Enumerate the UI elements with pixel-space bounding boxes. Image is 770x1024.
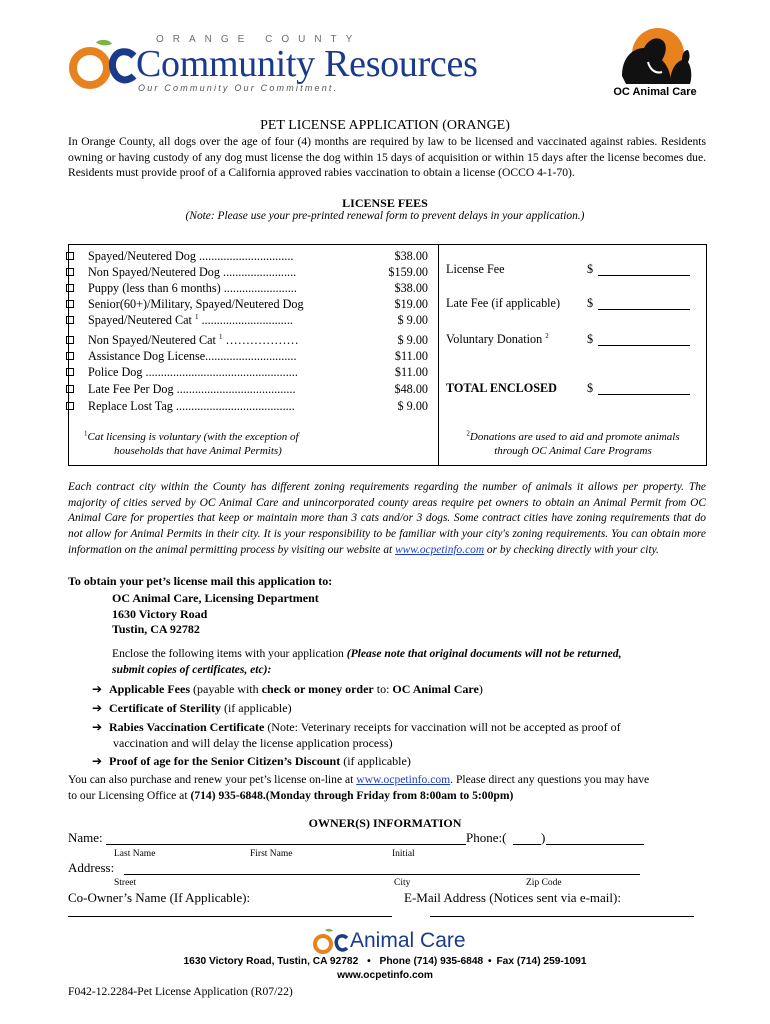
phone-area-field[interactable]: [513, 844, 541, 845]
summary-late-fee: [446, 296, 701, 311]
fees-note: (Note: Please use your pre-printed renewal form to prevent delays in your application.): [185, 210, 585, 222]
summary-dollar: $: [587, 332, 594, 346]
fee-amount: $19.00: [394, 297, 428, 311]
summary-total: [446, 381, 701, 396]
name-row: [68, 830, 648, 848]
footer-contact: 1630 Victory Road, Tustin, CA 92782 • Phone (714) 935-6848 • Fax (714) 259-1091: [183, 956, 587, 967]
fee-row: [66, 332, 438, 349]
fee-row: [66, 264, 438, 281]
fee-amount: $11.00: [394, 349, 428, 363]
oc-community-text: Community Resources: [136, 43, 478, 85]
enclose-item-fees: ➔ Applicable Fees (payable with check or money order to: OC Animal Care): [92, 682, 483, 696]
arrow-right-icon: ➔: [92, 754, 103, 768]
enclose-item-senior: ➔ Proof of age for the Senior Citizen’s Discount (if applicable): [92, 754, 411, 768]
dog-cat-silhouette-icon: [612, 26, 698, 86]
zoning-paragraph: Each contract city within the County has different zoning requirements regarding the number of animals it allows per property. The majority of cities served by OC Animal Care and unincorporated county areas require pet owners to obtain an Animal Permit from OC Animal Care for properties that keep or maintain more than 3 cats and/or 3 dogs. Some contract cities have zoning requirements that do not allow for Animal Permits in their city. It is your responsibility to be familiar with your city's zoning requirements. You can obtain more information on the animal permitting process by visiting our website at www.ocpetinfo.com or by checking directly with your city.: [68, 481, 706, 556]
checkbox[interactable]: [66, 336, 74, 344]
mail-address-line-2: 1630 Victory Road: [112, 607, 208, 621]
checkbox[interactable]: [66, 284, 74, 292]
donation-field[interactable]: [598, 345, 690, 346]
email-field[interactable]: [430, 916, 694, 917]
ocpetinfo-online-link[interactable]: www.ocpetinfo.com: [356, 773, 451, 786]
oc-leaf-icon: [68, 38, 140, 90]
checkbox[interactable]: [66, 368, 74, 376]
footnote-donation: $^2$Donations are used to aid and promote animals through OC Animal Care Programs: [466, 429, 680, 457]
ac-name: OC Animal Care: [613, 86, 697, 98]
fee-label: Police Dog ..................................................: [88, 365, 298, 379]
footnote-cat: $^1$Cat licensing is voluntary (with the exception of households that have Animal Permits): [84, 429, 299, 457]
summary-dollar: $: [587, 296, 594, 310]
summary-dollar: $: [587, 381, 594, 395]
arrow-right-icon: ➔: [92, 701, 103, 715]
arrow-right-icon: ➔: [92, 682, 103, 696]
phone-close-paren: ): [541, 830, 546, 845]
phone-label: Phone:(: [466, 830, 507, 845]
name-field[interactable]: [106, 844, 466, 845]
email-label: E-Mail Address (Notices sent via e-mail):: [404, 890, 621, 905]
oc-tagline: Our Community Our Commitment.: [138, 83, 339, 93]
checkbox[interactable]: [66, 316, 74, 324]
fee-box-divider: [438, 244, 439, 466]
fee-label: Spayed/Neutered Dog ...............................: [88, 249, 294, 263]
mail-address-line-3: Tustin, CA 92782: [112, 622, 200, 636]
summary-dollar: $: [587, 262, 594, 276]
coowner-field[interactable]: [68, 916, 392, 917]
fee-row: [66, 381, 438, 398]
address-field[interactable]: [124, 874, 640, 875]
fee-amount: $159.00: [388, 265, 428, 279]
footer-logo-text: Animal Care: [350, 929, 466, 952]
summary-donation: [446, 332, 701, 347]
mail-heading: To obtain your pet’s license mail this application to:: [68, 574, 333, 588]
coowner-label: Co-Owner’s Name (If Applicable):: [68, 890, 251, 905]
fee-label: Senior(60+)/Military, Spayed/Neutered Dog: [88, 297, 304, 311]
checkbox[interactable]: [66, 402, 74, 410]
enclose-item-rabies: ➔ Rabies Vaccination Certificate (Note: Veterinary receipts for vaccination will not be accepted as proof of vaccination and will delay the license application process): [92, 720, 621, 750]
late-fee-field[interactable]: [598, 309, 690, 310]
fee-row: [66, 364, 438, 381]
footer-oc-animal-care-logo: [312, 928, 482, 956]
summary-license-fee: [446, 262, 701, 277]
last-name-caption: Last Name: [114, 849, 156, 859]
checkbox[interactable]: [66, 252, 74, 260]
intro-paragraph: In Orange County, all dogs over the age of four (4) months are required by law to be licensed and vaccinated against rabies. Residents owning or having custody of any dog must license the dog within 15 days of acquisition or within 15 days after the license becomes due. Residents must provide proof of a California approved rabies vaccination to obtain a license (OCCO 4-1-70).: [68, 135, 706, 180]
oc-county-text: ORANGE COUNTY: [156, 34, 362, 45]
online-paragraph: You can also purchase and renew your pet’s license on-line at www.ocpetinfo.com. Please direct any questions you may have to our Licensing Office at (714) 935-6848.(Monday through Friday from 8:00am to 5:00pm): [68, 773, 650, 802]
address-row: [68, 860, 648, 878]
city-caption: City: [394, 878, 411, 888]
name-label: Name:: [68, 830, 103, 845]
phone-number-field[interactable]: [546, 844, 644, 845]
fees-heading: LICENSE FEES: [342, 196, 428, 210]
checkbox[interactable]: [66, 352, 74, 360]
license-fee-field[interactable]: [598, 275, 690, 276]
fee-row: [66, 248, 438, 265]
fee-row: [66, 398, 438, 415]
summary-label: License Fee: [446, 262, 505, 276]
fee-row: [66, 312, 438, 329]
checkbox[interactable]: [66, 268, 74, 276]
fee-label: Replace Lost Tag .......................................: [88, 399, 295, 413]
total-field[interactable]: [598, 394, 690, 395]
fee-amount: $48.00: [394, 382, 428, 396]
form-id: F042-12.2284-Pet License Application (R07/22): [68, 985, 293, 998]
oc-leaf-icon: [312, 928, 350, 956]
fee-label: Late Fee Per Dog .......................................: [88, 382, 296, 396]
fee-amount: $ 9.00: [397, 313, 428, 327]
enclose-paragraph: Enclose the following items with your application (Please note that original documents will not be returned, submit copies of certificates, etc):: [112, 647, 622, 676]
oc-community-resources-logo: [68, 30, 538, 102]
owner-heading: OWNER(S) INFORMATION: [308, 816, 462, 830]
form-title: PET LICENSE APPLICATION (ORANGE): [260, 118, 510, 133]
summary-label: TOTAL ENCLOSED: [446, 381, 557, 395]
arrow-right-icon: ➔: [92, 720, 103, 734]
initial-caption: Initial: [392, 849, 415, 859]
fee-label: Puppy (less than 6 months) ........................: [88, 281, 297, 295]
zip-caption: Zip Code: [526, 878, 562, 888]
fee-row: [66, 348, 438, 365]
summary-label: Voluntary Donation $^2$: [446, 331, 549, 346]
fee-label: Non Spayed/Neutered Cat $^1$ ………………: [88, 332, 299, 347]
fee-label: Assistance Dog License..............................: [88, 349, 297, 363]
fee-label: Spayed/Neutered Cat $^1$ ..............................: [88, 312, 293, 327]
mail-address-line-1: OC Animal Care, Licensing Department: [112, 591, 319, 605]
address-label: Address:: [68, 860, 115, 875]
fee-amount: $38.00: [394, 249, 428, 263]
checkbox[interactable]: [66, 300, 74, 308]
fee-amount: $ 9.00: [397, 399, 428, 413]
fee-row: [66, 296, 438, 313]
fee-amount: $ 9.00: [397, 333, 428, 347]
street-caption: Street: [114, 878, 137, 888]
fee-row: [66, 280, 438, 297]
summary-label: Late Fee (if applicable): [446, 296, 561, 310]
checkbox[interactable]: [66, 385, 74, 393]
footer-web: www.ocpetinfo.com: [337, 970, 433, 981]
first-name-caption: First Name: [250, 849, 293, 859]
oc-animal-care-logo: [598, 26, 712, 102]
fee-label: Non Spayed/Neutered Dog ........................: [88, 265, 297, 279]
fee-amount: $38.00: [394, 281, 428, 295]
fee-amount: $11.00: [394, 365, 428, 379]
ocpetinfo-link[interactable]: www.ocpetinfo.com: [395, 543, 485, 556]
enclose-item-sterility: ➔ Certificate of Sterility (if applicable): [92, 701, 292, 715]
